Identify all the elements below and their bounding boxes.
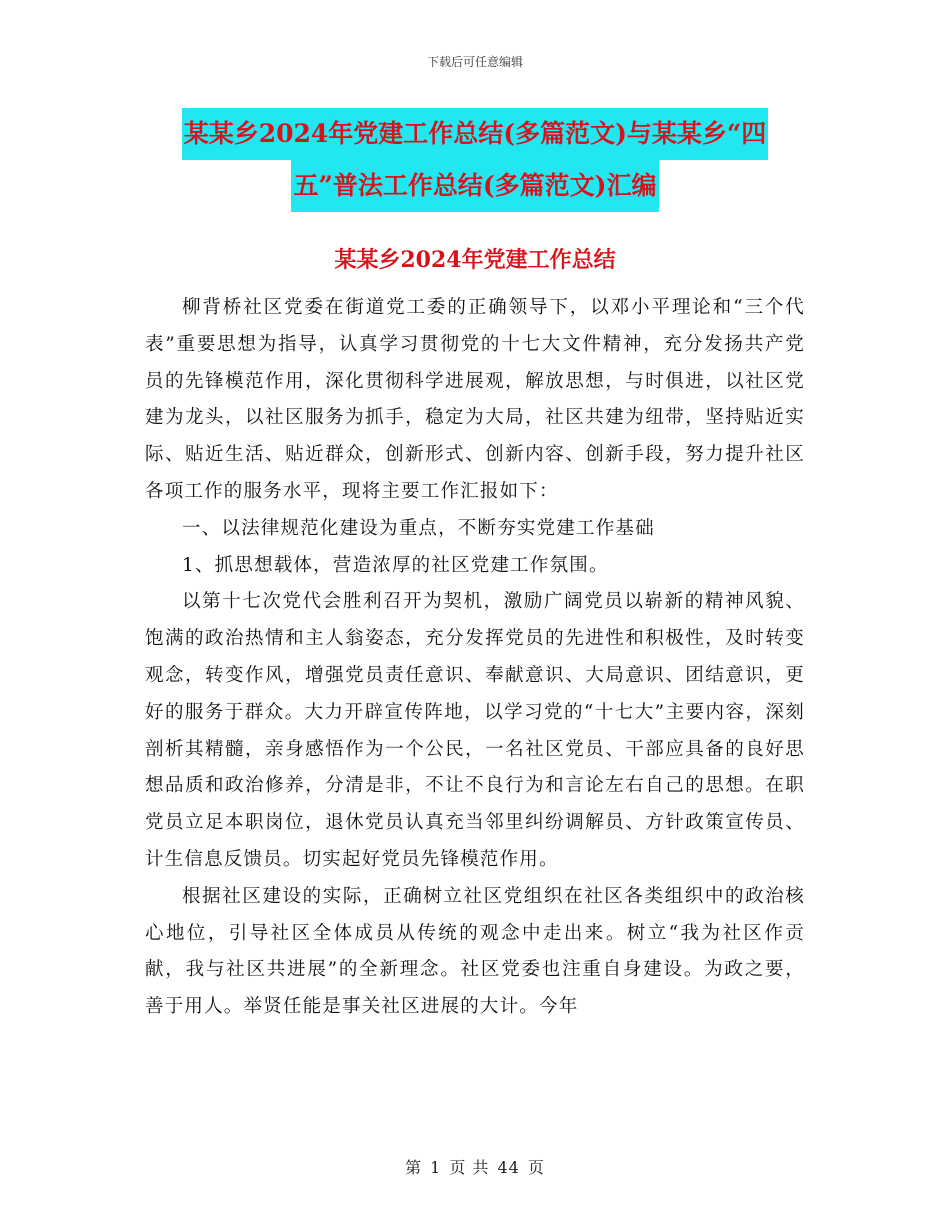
title-line-1: 某某乡2024年党建工作总结(多篇范文)与某某乡“四 [182, 108, 769, 160]
document-body [145, 290, 805, 1026]
footer-prefix: 第 [405, 1158, 423, 1177]
page-footer [0, 1155, 950, 1178]
document-title [0, 108, 950, 212]
paragraph-subheading-1: 1、抓思想载体，营造浓厚的社区党建工作氛围。 [182, 554, 609, 576]
paragraph-intro: 柳背桥社区党委在街道党工委的正确领导下，以邓小平理论和“三个代表”重要思想为指导，认真学习贯彻党的十七大文件精神，充分发扬共产党员的先锋模范作用，深化贯彻科学进展观，解放思想，与时俱进，以社区党建为龙头，以社区服务为抓手，稳定为大局，社区共建为纽带，坚持贴近实际、贴近生活、贴近群众，创新形式、创新内容、创新手段，努力提升社区各项工作的服务水平，现将主要工作汇报如下： [145, 297, 805, 502]
footer-mid: 页 共 [449, 1158, 490, 1177]
title-line-2: 五”普法工作总结(多篇范文)汇编 [291, 160, 658, 212]
paragraph-heading-1: 一、以法律规范化建设为重点，不断夯实党建工作基础 [182, 517, 655, 539]
download-note: 下载后可任意编辑 [426, 55, 523, 69]
paragraph-body-1: 以第十七次党代会胜利召开为契机，激励广阔党员以崭新的精神风貌、饱满的政治热情和主人翁姿态，充分发挥党员的先进性和积极性，及时转变观念，转变作风，增强党员责任意识、奉献意识、大局意识、团结意识，更好的服务于群众。大力开辟宣传阵地，以学习党的“十七大”主要内容，深刻剖析其精髓，亲身感悟作为一个公民，一名社区党员、干部应具备的良好思想品质和政治修养，分清是非，不让不良行为和言论左右自己的思想。在职党员立足本职岗位，退休党员认真充当邻里纠纷调解员、方针政策宣传员、计生信息反馈员。切实起好党员先锋模范作用。 [145, 591, 805, 870]
footer-page-number: 1 [430, 1158, 442, 1177]
footer-suffix: 页 [527, 1158, 545, 1177]
section-title: 某某乡2024年党建工作总结 [334, 247, 616, 273]
paragraph-body-2: 根据社区建设的实际，正确树立社区党组织在社区各类组织中的政治核心地位，引导社区全体成员从传统的观念中走出来。树立“我为社区作贡献，我与社区共进展”的全新理念。社区党委也注重自身建设。为政之要，善于用人。举贤任能是事关社区进展的大计。今年 [145, 885, 805, 1018]
footer-page-total: 44 [497, 1158, 520, 1177]
